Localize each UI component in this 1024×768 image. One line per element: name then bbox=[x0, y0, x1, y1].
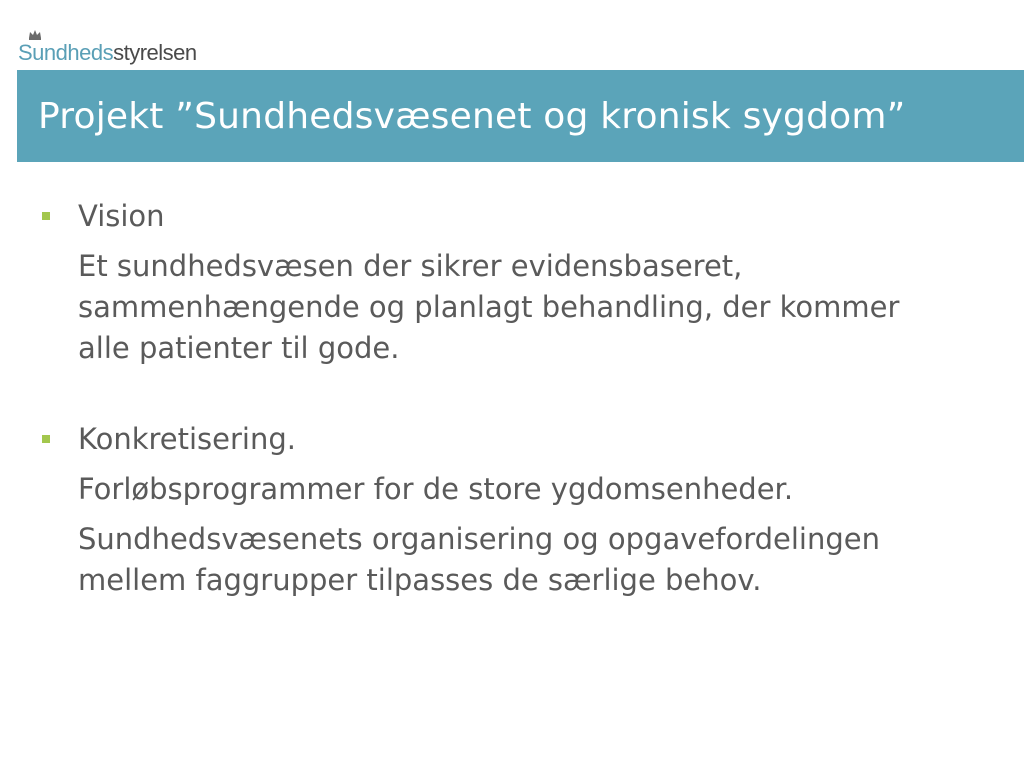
bullet-square-icon bbox=[42, 212, 50, 220]
bullet-item bbox=[40, 419, 940, 460]
section-paragraph: Sundhedsvæsenets organisering og opgavefordelingen mellem faggrupper tilpasses de særlige behov. bbox=[78, 522, 880, 597]
logo-text-styrelsen: styrelsen bbox=[113, 40, 197, 65]
logo bbox=[18, 30, 197, 64]
bullet-item bbox=[40, 196, 940, 237]
section-heading: Vision bbox=[78, 199, 165, 233]
slide-content bbox=[40, 196, 940, 601]
title-bar bbox=[17, 70, 1024, 162]
section-paragraph: Et sundhedsvæsen der sikrer evidensbaseret, sammenhængende og planlagt behandling, der kommer alle patienter til gode. bbox=[78, 249, 900, 365]
section-paragraph: Forløbsprogrammer for de store ygdomsenheder. bbox=[78, 472, 794, 506]
spacer bbox=[40, 369, 940, 419]
logo-text-sundheds: Sundheds bbox=[18, 40, 114, 65]
section-heading: Konkretisering. bbox=[78, 422, 296, 456]
section-konkretisering bbox=[40, 419, 940, 601]
slide-title: Projekt ”Sundhedsvæsenet og kronisk sygdom” bbox=[38, 96, 906, 137]
crown-icon bbox=[28, 28, 42, 40]
section-vision bbox=[40, 196, 940, 369]
bullet-square-icon bbox=[42, 435, 50, 443]
